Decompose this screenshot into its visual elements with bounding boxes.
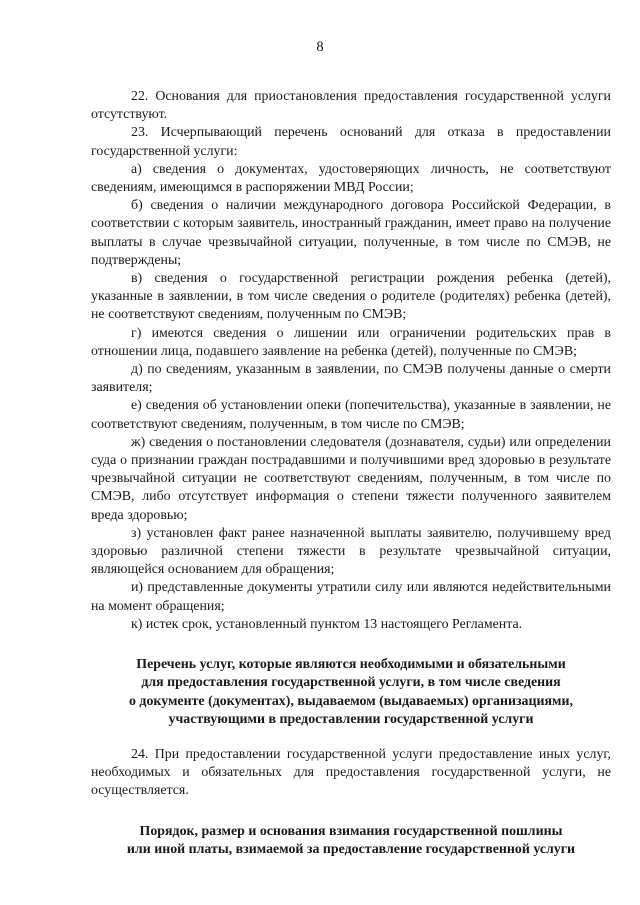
heading-line: участвующими в предоставлении государственной услуги (168, 711, 534, 727)
paragraph-22: 22. Основания для приостановления предоставления государственной услуги отсутствуют. (91, 89, 611, 123)
heading-line: Порядок, размер и основания взимания государственной пошлины (139, 823, 563, 839)
paragraph-24: 24. При предоставлении государственной услуги предоставление иных услуг, необходимых и обязательных для предоставления государственной услуги, не осуществляется. (91, 746, 611, 799)
heading-line: для предоставления государственной услуги, в том числе сведения (141, 675, 561, 691)
page-number: 8 (316, 39, 324, 55)
list-item-z: з) установлен факт ранее назначенной выплаты заявителю, получившему вред здоровью различной степени тяжести в результате чрезвычайной ситуации, являющейся основанием для обращения; (91, 525, 611, 578)
list-item-d: д) по сведениям, указанным в заявлении, по СМЭВ получены данные о смерти заявителя; (91, 362, 611, 396)
paragraph-23: 23. Исчерпывающий перечень оснований для отказа в предоставлении государственной услуги: (91, 125, 611, 159)
document-body (91, 88, 611, 859)
list-item-k: к) истек срок, установленный пунктом 13 настоящего Регламента. (131, 616, 523, 632)
list-item-b: б) сведения о наличии международного договора Российской Федерации, в соответствии с которым заявитель, иностранный гражданин, имеет право на получение выплаты в случае чрезвычайной ситуации, полученные, в том числе по СМЭВ, не подтверждены; (91, 198, 611, 268)
heading-line: Перечень услуг, которые являются необходимыми и обязательными (136, 657, 566, 673)
heading-line: о документе (документах), выдаваемом (выдаваемых) организациями, (129, 693, 573, 709)
section-heading-required-services (91, 656, 611, 729)
section-heading-state-fee (91, 823, 611, 859)
list-item-i: и) представленные документы утратили силу или являются недействительными на момент обращения; (91, 580, 611, 614)
heading-line: или иной платы, взимаемой за предоставление государственной услуги (126, 841, 576, 857)
list-item-g: г) имеются сведения о лишении или ограничении родительских прав в отношении лица, подавшего заявление на ребенка (детей), полученные по СМЭВ; (91, 325, 611, 359)
list-item-a: а) сведения о документах, удостоверяющих личность, не соответствуют сведениям, имеющимся в распоряжении МВД России; (91, 161, 611, 196)
list-item-zh: ж) сведения о постановлении следователя (дознавателя, судьи) или определении суда о признании граждан пострадавшими и получившими вред здоровью в результате чрезвычайной ситуации не соответствуют сведениям, полученным, в том числе по СМЭВ, либо отсутствует информация о степени тяжести полученного заявителем вреда здоровью; (91, 434, 611, 523)
list-item-v: в) сведения о государственной регистрации рождения ребенка (детей), указанные в заявлении, в том числе сведения о родителе (родителях) ребенка (детей), не соответствуют сведениям, полученным по СМЭВ; (91, 271, 611, 323)
list-item-e: е) сведения об установлении опеки (попечительства), указанные в заявлении, не соответствуют сведениям, полученным, в том числе по СМЭВ; (91, 398, 611, 432)
